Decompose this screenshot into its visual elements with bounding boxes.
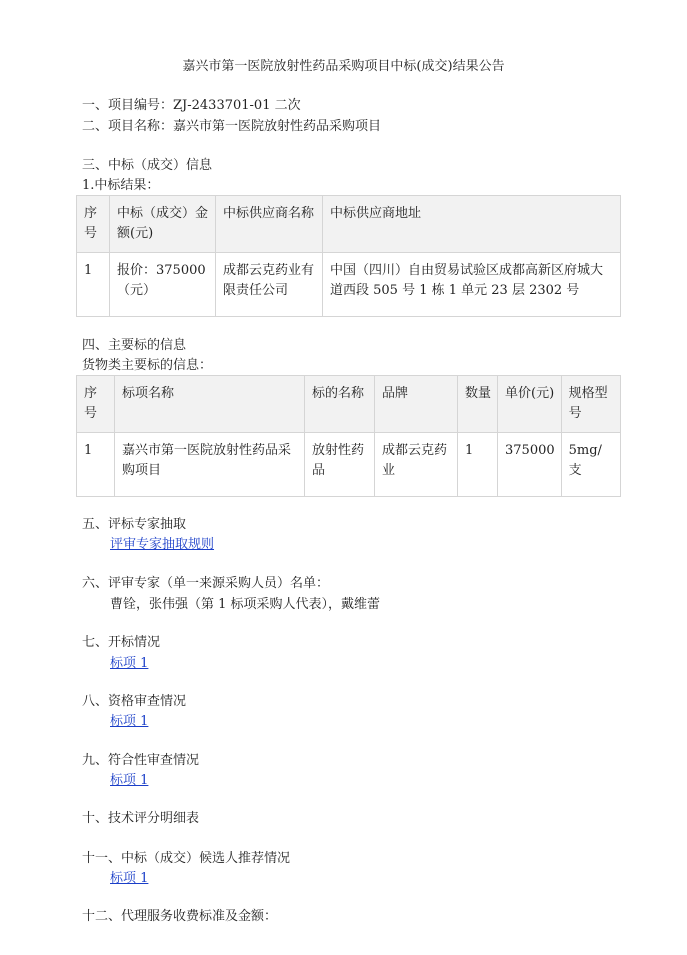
cell-index: 1	[84, 443, 93, 458]
section-conformity-review: 九、符合性审查情况	[82, 753, 200, 768]
col-header-spec: 规格型号	[568, 386, 608, 421]
section-agency-fee: 十二、代理服务收费标准及金额：	[82, 909, 278, 924]
table-header-row	[77, 376, 621, 433]
section-award-info: 三、中标（成交）信息	[82, 158, 213, 173]
section-candidate-recommendation: 十一、中标（成交）候选人推荐情况	[82, 851, 291, 866]
col-header-amount: 中标（成交）金额(元)	[117, 206, 209, 241]
section-technical-scores: 十、技术评分明细表	[82, 811, 200, 826]
cell-unit-price: 375000	[505, 443, 555, 458]
document-title: 嘉兴市第一医院放射性药品采购项目中标(成交)结果公告	[182, 59, 505, 74]
section-qualification-review: 八、资格审查情况	[82, 694, 187, 709]
col-header-subject-name: 标的名称	[312, 386, 365, 401]
qualification-lot-1-link[interactable]: 标项 1	[110, 714, 149, 729]
cell-amount: 报价：375000（元）	[117, 263, 206, 298]
col-header-supplier-address: 中标供应商地址	[330, 206, 422, 221]
col-header-index: 序号	[84, 206, 98, 241]
col-header-index: 序号	[84, 386, 98, 421]
cell-spec: 5mg/支	[568, 443, 602, 478]
section-expert-selection: 五、评标专家抽取	[82, 517, 187, 532]
award-result-table	[76, 195, 621, 317]
col-header-lot-name: 标项名称	[122, 386, 175, 401]
award-result-label: 1.中标结果：	[82, 178, 160, 193]
cell-supplier-name: 成都云克药业有限责任公司	[223, 263, 315, 298]
project-number: 一、项目编号：ZJ-2433701-01 二次	[82, 98, 301, 113]
expert-selection-rules-link[interactable]: 评审专家抽取规则	[110, 537, 215, 552]
section-main-subject: 四、主要标的信息	[82, 338, 187, 353]
cell-brand: 成都云克药业	[382, 443, 448, 478]
col-header-supplier-name: 中标供应商名称	[223, 206, 315, 221]
table-header-row	[77, 196, 621, 253]
candidate-lot-1-link[interactable]: 标项 1	[110, 871, 149, 886]
cell-supplier-address: 中国（四川）自由贸易试验区成都高新区府城大道西段 505 号 1 栋 1 单元 23 层 2302 号	[330, 263, 604, 298]
main-subject-table	[76, 375, 621, 497]
table-row	[77, 433, 621, 497]
section-expert-list: 六、评审专家（单一来源采购人员）名单：	[82, 576, 330, 591]
col-header-brand: 品牌	[382, 386, 409, 401]
project-name: 二、项目名称：嘉兴市第一医院放射性药品采购项目	[82, 119, 382, 134]
table-row	[77, 253, 621, 317]
col-header-quantity: 数量	[465, 386, 492, 401]
col-header-unit-price: 单价(元)	[505, 386, 555, 401]
cell-lot-name: 嘉兴市第一医院放射性药品采购项目	[122, 443, 292, 478]
section-bid-opening: 七、开标情况	[82, 635, 161, 650]
expert-names: 曹铨，张伟强（第 1 标项采购人代表），戴维蕾	[110, 597, 381, 612]
cell-quantity: 1	[465, 443, 474, 458]
cell-subject-name: 放射性药品	[312, 443, 365, 478]
goods-subject-label: 货物类主要标的信息：	[82, 358, 213, 373]
conformity-lot-1-link[interactable]: 标项 1	[110, 773, 149, 788]
bid-opening-lot-1-link[interactable]: 标项 1	[110, 656, 149, 671]
cell-index: 1	[84, 263, 93, 278]
